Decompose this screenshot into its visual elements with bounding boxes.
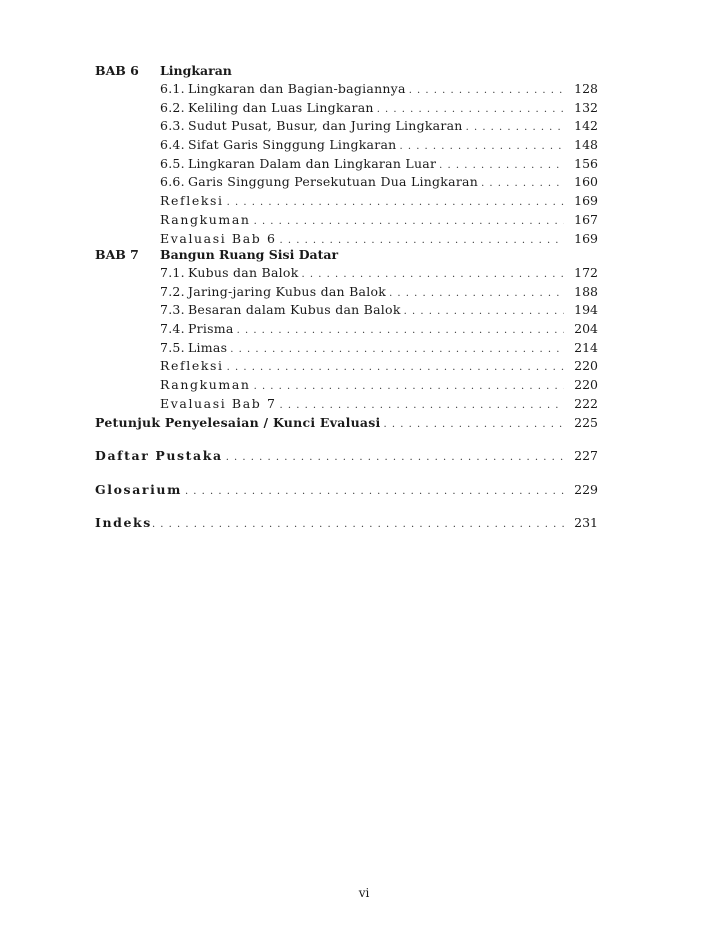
toc-entry[interactable] (95, 357, 598, 376)
toc-entry-glosarium[interactable] (95, 480, 598, 499)
entry-title: Evaluasi Bab 7 (160, 395, 277, 411)
entry-title: Keliling dan Luas Lingkaran (188, 99, 374, 115)
entry-number: 6.3. (160, 118, 185, 134)
entry-page: 169 (574, 230, 598, 246)
entry-page: 194 (574, 302, 598, 318)
entry-title: Prisma (188, 321, 234, 337)
entry-page: 227 (574, 448, 598, 463)
toc-entry[interactable] (95, 301, 598, 320)
chapter-6-heading (95, 61, 598, 80)
entry-title: Limas (188, 339, 228, 355)
entry-title: Rangkuman (160, 377, 251, 393)
entry-page: 220 (574, 377, 598, 393)
chapter-number: BAB 7 (95, 247, 139, 262)
entry-title: Daftar Pustaka (95, 448, 223, 463)
entry-page: 220 (574, 358, 598, 374)
entry-number: 6.6. (160, 174, 185, 190)
toc-entry[interactable] (95, 80, 598, 99)
toc-entry[interactable] (95, 339, 598, 358)
dot-leader (230, 341, 564, 360)
entry-number: 6.2. (160, 99, 185, 115)
chapter-number: BAB 6 (95, 63, 139, 78)
toc-entry[interactable] (95, 395, 598, 414)
entry-page: 156 (574, 155, 598, 171)
toc-entry-indeks[interactable] (95, 513, 598, 532)
entry-page: 225 (574, 415, 598, 430)
entry-number: 7.1. (160, 265, 185, 280)
entry-page: 148 (574, 137, 598, 153)
toc-entry[interactable] (95, 99, 598, 118)
entry-number: 7.3. (160, 302, 185, 318)
toc-entry[interactable] (95, 136, 598, 155)
entry-number: 6.4. (160, 137, 185, 153)
toc-entry-kunci-evaluasi[interactable] (95, 413, 598, 432)
entry-page: 231 (574, 515, 598, 530)
dot-leader (152, 515, 564, 534)
dot-leader (409, 82, 564, 101)
entry-title: Kubus dan Balok (188, 265, 299, 280)
entry-page: 167 (574, 211, 598, 227)
dot-leader (254, 378, 564, 397)
toc-entry[interactable] (95, 376, 598, 395)
entry-page: 169 (574, 193, 598, 209)
entry-title: Refleksi (160, 358, 224, 374)
entry-title: Besaran dalam Kubus dan Balok (188, 302, 401, 318)
entry-page: 132 (574, 99, 598, 115)
entry-title: Rangkuman (160, 211, 251, 227)
entry-title: Glosarium (95, 482, 182, 497)
entry-page: 160 (574, 174, 598, 190)
entry-page: 214 (574, 339, 598, 355)
page-number-footer: vi (358, 886, 370, 900)
dot-leader (226, 448, 564, 467)
chapter-7-section (95, 245, 598, 414)
entry-number: 7.2. (160, 283, 185, 299)
entry-page: 222 (574, 395, 598, 411)
entry-title: Lingkaran Dalam dan Lingkaran Luar (188, 155, 437, 171)
dot-leader (227, 194, 564, 213)
entry-title: Garis Singgung Persekutuan Dua Lingkaran (188, 174, 479, 190)
chapter-title: Bangun Ruang Sisi Datar (160, 247, 339, 262)
entry-title: Petunjuk Penyelesaian / Kunci Evaluasi (95, 415, 381, 430)
dot-leader (185, 482, 564, 501)
dot-leader (384, 415, 564, 434)
chapter-title: Lingkaran (160, 63, 232, 78)
entry-title: Refleksi (160, 193, 224, 209)
entry-title: Evaluasi Bab 6 (160, 230, 277, 246)
toc-entry-daftar-pustaka[interactable] (95, 446, 598, 465)
chapter-7-heading (95, 245, 598, 264)
dot-leader (254, 213, 564, 232)
entry-number: 6.5. (160, 155, 185, 171)
entry-page: 188 (574, 283, 598, 299)
toc-entry[interactable] (95, 117, 598, 136)
dot-leader (481, 175, 564, 194)
entry-page: 142 (574, 118, 598, 134)
toc-entry[interactable] (95, 264, 598, 283)
entry-page: 229 (574, 482, 598, 497)
entry-page: 128 (574, 81, 598, 96)
toc-entry[interactable] (95, 155, 598, 174)
entry-number: 6.1. (160, 81, 185, 96)
entry-title: Indeks (95, 515, 152, 530)
dot-leader (466, 119, 564, 138)
toc-entry[interactable] (95, 173, 598, 192)
dot-leader (227, 359, 564, 378)
dot-leader (237, 322, 564, 341)
entry-title: Sudut Pusat, Busur, dan Juring Lingkaran (188, 118, 463, 134)
entry-number: 7.4. (160, 321, 185, 337)
entry-page: 172 (574, 265, 598, 280)
dot-leader (404, 303, 564, 322)
toc-entry[interactable] (95, 211, 598, 230)
entry-title: Lingkaran dan Bagian-bagiannya (188, 81, 406, 96)
toc-entry[interactable] (95, 320, 598, 339)
entry-title: Sifat Garis Singgung Lingkaran (188, 137, 397, 153)
toc-entry[interactable] (95, 192, 598, 211)
entry-number: 7.5. (160, 339, 185, 355)
dot-leader (389, 285, 564, 304)
entry-page: 204 (574, 321, 598, 337)
toc-entry[interactable] (95, 283, 598, 302)
entry-title: Jaring-jaring Kubus dan Balok (188, 283, 387, 299)
chapter-6-section (95, 61, 598, 248)
